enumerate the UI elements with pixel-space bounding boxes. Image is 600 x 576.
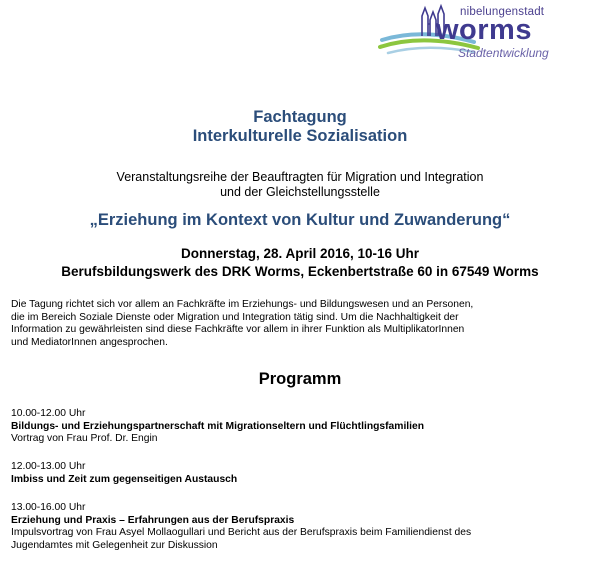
program-item bbox=[11, 461, 596, 486]
event-type: Fachtagung bbox=[253, 108, 347, 126]
worms-logo bbox=[378, 2, 568, 64]
program-title: Erziehung und Praxis – Erfahrungen aus der Berufspraxis bbox=[11, 514, 295, 526]
program-time: 12.00-13.00 Uhr bbox=[11, 461, 86, 472]
program-item bbox=[11, 502, 596, 552]
logo-subtitle: Stadtentwicklung bbox=[458, 46, 549, 60]
program-time: 10.00-12.00 Uhr bbox=[11, 408, 86, 419]
event-title: Interkulturelle Sozialisation bbox=[192, 127, 408, 145]
program-desc: Vortrag von Frau Prof. Dr. Engin bbox=[11, 433, 158, 445]
intro-line: Die Tagung richtet sich vor allem an Fachkräfte im Erziehungs- und Bildungswesen und an Personen, bbox=[11, 299, 474, 310]
program-item bbox=[11, 408, 596, 446]
intro-line: die im Bereich Soziale Dienste oder Migration und Integration tätig sind. Um die Nachhaltigkeit der bbox=[11, 311, 459, 323]
event-venue: Berufsbildungswerk des DRK Worms, Eckenbertstraße 60 in 67549 Worms bbox=[61, 264, 539, 279]
series-line-1: Veranstaltungsreihe der Beauftragten für Migration und Integration bbox=[116, 170, 484, 184]
logo-city: nibelungenstadt bbox=[460, 6, 545, 18]
program-desc: Impulsvortrag von Frau Asyel Mollaogullari und Bericht aus der Berufspraxis beim Familiendienst des bbox=[11, 527, 472, 539]
intro-paragraph bbox=[11, 299, 591, 349]
program-heading: Programm bbox=[258, 370, 342, 388]
intro-line: Information zu gewährleisten sind diese Fachkräfte vor allem in ihrer Funktion als MultiplikatorInnen bbox=[11, 324, 465, 336]
logo-name: worms bbox=[436, 14, 532, 46]
program-title: Imbiss und Zeit zum gegenseitigen Austausch bbox=[11, 473, 238, 485]
intro-line: und MediatorInnen angesprochen. bbox=[11, 336, 168, 348]
program-title: Bildungs- und Erziehungspartnerschaft mit Migrationseltern und Flüchtlingsfamilien bbox=[11, 420, 425, 432]
program-desc: Jugendamtes mit Gelegenheit zur Diskussion bbox=[11, 539, 218, 551]
event-date: Donnerstag, 28. April 2016, 10-16 Uhr bbox=[180, 246, 420, 261]
series-line-2: und der Gleichstellungsstelle bbox=[220, 185, 380, 199]
program-time: 13.00-16.00 Uhr bbox=[11, 502, 86, 513]
event-motto: „Erziehung im Kontext von Kultur und Zuwanderung“ bbox=[89, 211, 511, 229]
